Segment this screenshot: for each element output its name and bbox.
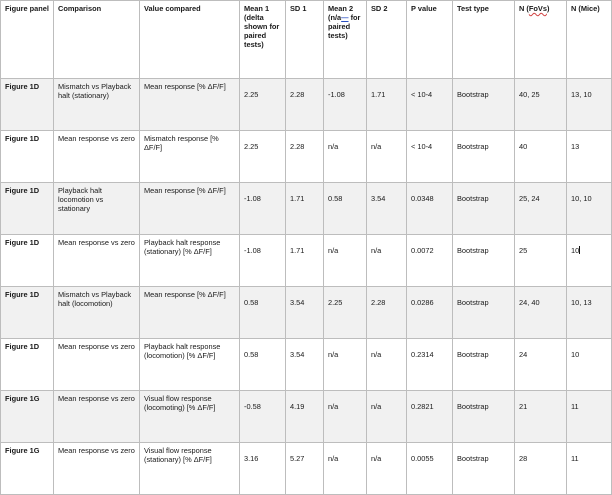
- cell-mean-2: 2.25: [324, 287, 367, 339]
- cell-value-compared: Mean response [% ΔF/F]: [140, 79, 240, 131]
- cell-test-type: Bootstrap: [453, 287, 515, 339]
- header-mean-2-link[interactable]: —: [341, 13, 349, 23]
- cell-n-fovs: 40, 25: [515, 79, 567, 131]
- cell-n-mice: 13: [567, 131, 612, 183]
- cell-n-mice: 13, 10: [567, 79, 612, 131]
- cell-value-compared: Visual flow response (stationary) [% ΔF/F]: [140, 443, 240, 495]
- cell-test-type: Bootstrap: [453, 183, 515, 235]
- cell-figure-panel: Figure 1D: [1, 287, 54, 339]
- cell-mean-2: n/a: [324, 131, 367, 183]
- cell-p-value: 0.2821: [407, 391, 453, 443]
- table-row: [1, 339, 612, 391]
- cell-p-value: < 10-4: [407, 79, 453, 131]
- cell-n-mice: 10, 10: [567, 183, 612, 235]
- cell-n-mice: 11: [567, 443, 612, 495]
- cell-value-compared: Playback halt response (stationary) [% ΔF/F]: [140, 235, 240, 287]
- cell-mean-2: n/a: [324, 339, 367, 391]
- header-sd-2: SD 2: [367, 1, 407, 79]
- cell-mean-1: 2.25: [240, 79, 286, 131]
- cell-comparison: Mean response vs zero: [54, 391, 140, 443]
- cell-mean-1: 2.25: [240, 131, 286, 183]
- cell-mean-1: 3.16: [240, 443, 286, 495]
- cell-test-type: Bootstrap: [453, 391, 515, 443]
- header-sd-1: SD 1: [286, 1, 324, 79]
- cell-value-compared: Mean response [% ΔF/F]: [140, 183, 240, 235]
- cell-sd-1: 5.27: [286, 443, 324, 495]
- cell-mean-2: -1.08: [324, 79, 367, 131]
- cell-mean-2: n/a: [324, 443, 367, 495]
- cell-sd-1: 2.28: [286, 79, 324, 131]
- cell-n-fovs: 24: [515, 339, 567, 391]
- cell-test-type: Bootstrap: [453, 235, 515, 287]
- cell-n-fovs: 25: [515, 235, 567, 287]
- text-cursor: [579, 246, 580, 254]
- cell-mean-1: -1.08: [240, 183, 286, 235]
- cell-value-compared: Playback halt response (locomotion) [% ΔF/F]: [140, 339, 240, 391]
- table-row: [1, 287, 612, 339]
- cell-sd-2: 1.71: [367, 79, 407, 131]
- cell-comparison: Mean response vs zero: [54, 235, 140, 287]
- cell-value-compared: Mismatch response [% ΔF/F]: [140, 131, 240, 183]
- cell-sd-1: 2.28: [286, 131, 324, 183]
- table-row: [1, 79, 612, 131]
- cell-n-mice: 11: [567, 391, 612, 443]
- cell-n-mice: 10: [567, 339, 612, 391]
- cell-test-type: Bootstrap: [453, 443, 515, 495]
- header-value-compared: Value compared: [140, 1, 240, 79]
- cell-n-fovs: 25, 24: [515, 183, 567, 235]
- header-figure-panel: Figure panel: [1, 1, 54, 79]
- cell-n-fovs: 40: [515, 131, 567, 183]
- cell-mean-2: 0.58: [324, 183, 367, 235]
- header-n-fovs-suffix: ): [546, 4, 550, 13]
- cell-p-value: 0.0072: [407, 235, 453, 287]
- table-row: [1, 235, 612, 287]
- cell-sd-2: n/a: [367, 339, 407, 391]
- cell-value-compared: Visual flow response (locomoting) [% ΔF/F]: [140, 391, 240, 443]
- table-header-row: [1, 1, 612, 79]
- header-p-value: P value: [407, 1, 453, 79]
- cell-comparison: Mismatch vs Playback halt (locomotion): [54, 287, 140, 339]
- cell-p-value: < 10-4: [407, 131, 453, 183]
- cell-figure-panel: Figure 1D: [1, 131, 54, 183]
- cell-figure-panel: Figure 1D: [1, 79, 54, 131]
- cell-n-fovs: 24, 40: [515, 287, 567, 339]
- cell-mean-2: n/a: [324, 391, 367, 443]
- cell-figure-panel: Figure 1G: [1, 443, 54, 495]
- table-row: [1, 183, 612, 235]
- header-test-type: Test type: [453, 1, 515, 79]
- cell-sd-1: 3.54: [286, 287, 324, 339]
- cell-n-fovs: 28: [515, 443, 567, 495]
- cell-figure-panel: Figure 1G: [1, 391, 54, 443]
- cell-comparison: Mean response vs zero: [54, 131, 140, 183]
- cell-sd-2: n/a: [367, 131, 407, 183]
- cell-comparison: Mean response vs zero: [54, 339, 140, 391]
- cell-mean-1: -1.08: [240, 235, 286, 287]
- cell-n-mice: 10: [567, 235, 612, 287]
- cell-figure-panel: Figure 1D: [1, 183, 54, 235]
- table-row: [1, 391, 612, 443]
- header-mean-2-prefix: Mean 2 (n/a: [328, 4, 354, 23]
- cell-mean-1: 0.58: [240, 287, 286, 339]
- header-mean-1: Mean 1 (delta shown for paired tests): [240, 1, 286, 79]
- cell-figure-panel: Figure 1D: [1, 235, 54, 287]
- cell-sd-2: n/a: [367, 391, 407, 443]
- cell-sd-2: n/a: [367, 443, 407, 495]
- cell-comparison: Mean response vs zero: [54, 443, 140, 495]
- header-mean-2: [324, 1, 367, 79]
- header-n-fovs: [515, 1, 567, 79]
- cell-p-value: 0.0055: [407, 443, 453, 495]
- cell-comparison: Mismatch vs Playback halt (stationary): [54, 79, 140, 131]
- cell-mean-1: 0.58: [240, 339, 286, 391]
- cell-test-type: Bootstrap: [453, 339, 515, 391]
- cell-mean-2: n/a: [324, 235, 367, 287]
- cell-figure-panel: Figure 1D: [1, 339, 54, 391]
- cell-sd-1: 1.71: [286, 183, 324, 235]
- cell-test-type: Bootstrap: [453, 79, 515, 131]
- cell-sd-1: 4.19: [286, 391, 324, 443]
- cell-sd-2: n/a: [367, 235, 407, 287]
- cell-value-compared: Mean response [% ΔF/F]: [140, 287, 240, 339]
- table-row: [1, 131, 612, 183]
- cell-sd-1: 3.54: [286, 339, 324, 391]
- header-n-fovs-word: FoVs: [528, 4, 547, 13]
- header-n-fovs-prefix: N (: [519, 4, 529, 13]
- cell-p-value: 0.0286: [407, 287, 453, 339]
- cell-p-value: 0.0348: [407, 183, 453, 235]
- cell-comparison: Playback halt locomotion vs stationary: [54, 183, 140, 235]
- cell-sd-2: 2.28: [367, 287, 407, 339]
- header-comparison: Comparison: [54, 1, 140, 79]
- header-n-mice: N (Mice): [567, 1, 612, 79]
- table-row: [1, 443, 612, 495]
- cell-test-type: Bootstrap: [453, 131, 515, 183]
- cell-n-mice: 10, 13: [567, 287, 612, 339]
- cell-n-fovs: 21: [515, 391, 567, 443]
- cell-mean-1: -0.58: [240, 391, 286, 443]
- header-mean-2-suffix: for paired tests): [328, 13, 361, 41]
- cell-p-value: 0.2314: [407, 339, 453, 391]
- cell-sd-2: 3.54: [367, 183, 407, 235]
- cell-sd-1: 1.71: [286, 235, 324, 287]
